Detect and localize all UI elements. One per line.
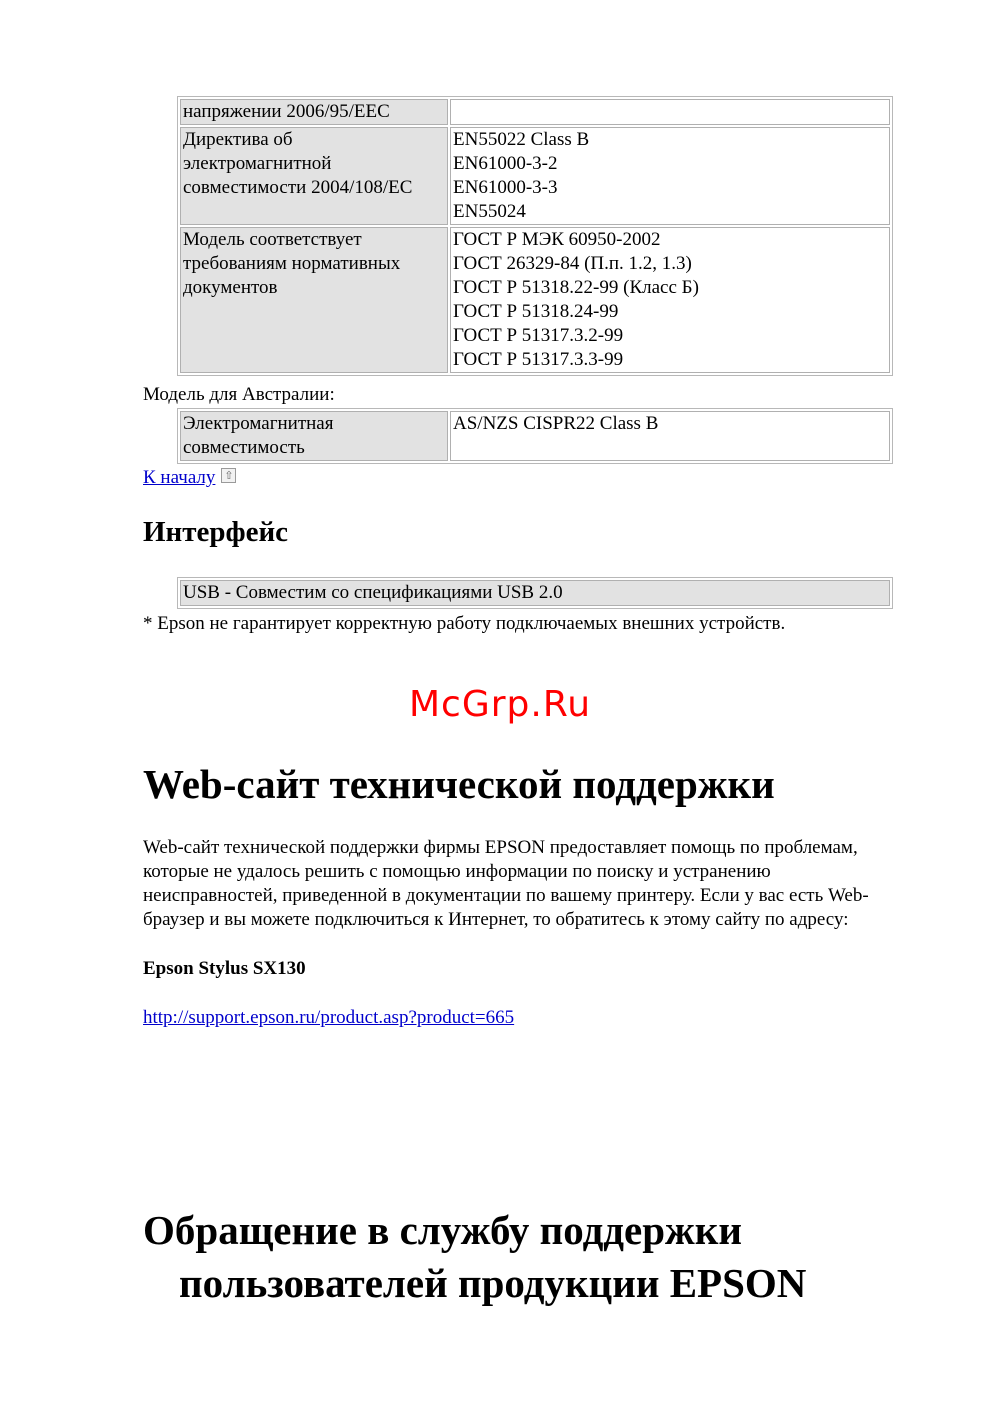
table-row [180, 411, 890, 461]
table-cell-value: ГОСТ Р МЭК 60950-2002 ГОСТ 26329-84 (П.п. 1.2, 1.3) ГОСТ Р 51318.22-99 (Класс Б) ГОСТ Р 51318.24-99 ГОСТ Р 51317.3.2-99 ГОСТ Р 51317.3.3-99 [450, 227, 890, 373]
web-support-heading: Web-сайт технической поддержки [143, 761, 775, 807]
back-to-top [143, 466, 236, 490]
watermark: McGrp.Ru [408, 684, 592, 725]
table-cell-label: Директива об электромагнитной совместимости 2004/108/EC [180, 127, 448, 225]
table-cell-value: EN55022 Class B EN61000-3-2 EN61000-3-3 EN55024 [450, 127, 890, 225]
support-url-link[interactable]: http://support.epson.ru/product.asp?product=665 [143, 1007, 515, 1028]
table-cell-value: USB - Совместим со спецификациями USB 2.0 [180, 580, 890, 606]
table-cell-label: Электромагнитная совместимость [180, 411, 448, 461]
table-row [180, 99, 890, 125]
back-to-top-link[interactable]: К началу [143, 467, 216, 488]
table-row [180, 227, 890, 373]
australia-label: Модель для Австралии: [143, 384, 335, 405]
contact-heading-line2: пользователей продукции EPSON [179, 1260, 807, 1306]
product-name: Epson Stylus SX130 [143, 958, 306, 979]
arrow-up-icon[interactable]: ⇧ [221, 468, 236, 483]
contact-heading-line1: Обращение в службу поддержки [143, 1207, 743, 1253]
interface-table [177, 577, 893, 609]
interface-heading: Интерфейс [143, 516, 289, 548]
table-row [180, 127, 890, 225]
table-row [180, 580, 890, 606]
australia-table [177, 408, 893, 464]
interface-note: * Epson не гарантирует корректную работу подключаемых внешних устройств. [143, 613, 786, 634]
table-cell-value [450, 99, 890, 125]
table-cell-label: Модель соответствует требованиям нормативных документов [180, 227, 448, 373]
web-support-paragraph: Web-сайт технической поддержки фирмы EPSON предоставляет помощь по проблемам, которые не удалось решить с помощью информации по поиску и устранению неисправностей, приведенной в документации по вашему принтеру. Если у вас есть Web- браузер и вы можете подключиться к Интернет, то обратитесь к этому сайту по адресу: [143, 837, 869, 930]
table-cell-value: AS/NZS CISPR22 Class B [450, 411, 890, 461]
table-cell-label: напряжении 2006/95/EEC [180, 99, 448, 125]
compliance-table [177, 96, 893, 376]
support-url [143, 1006, 514, 1030]
